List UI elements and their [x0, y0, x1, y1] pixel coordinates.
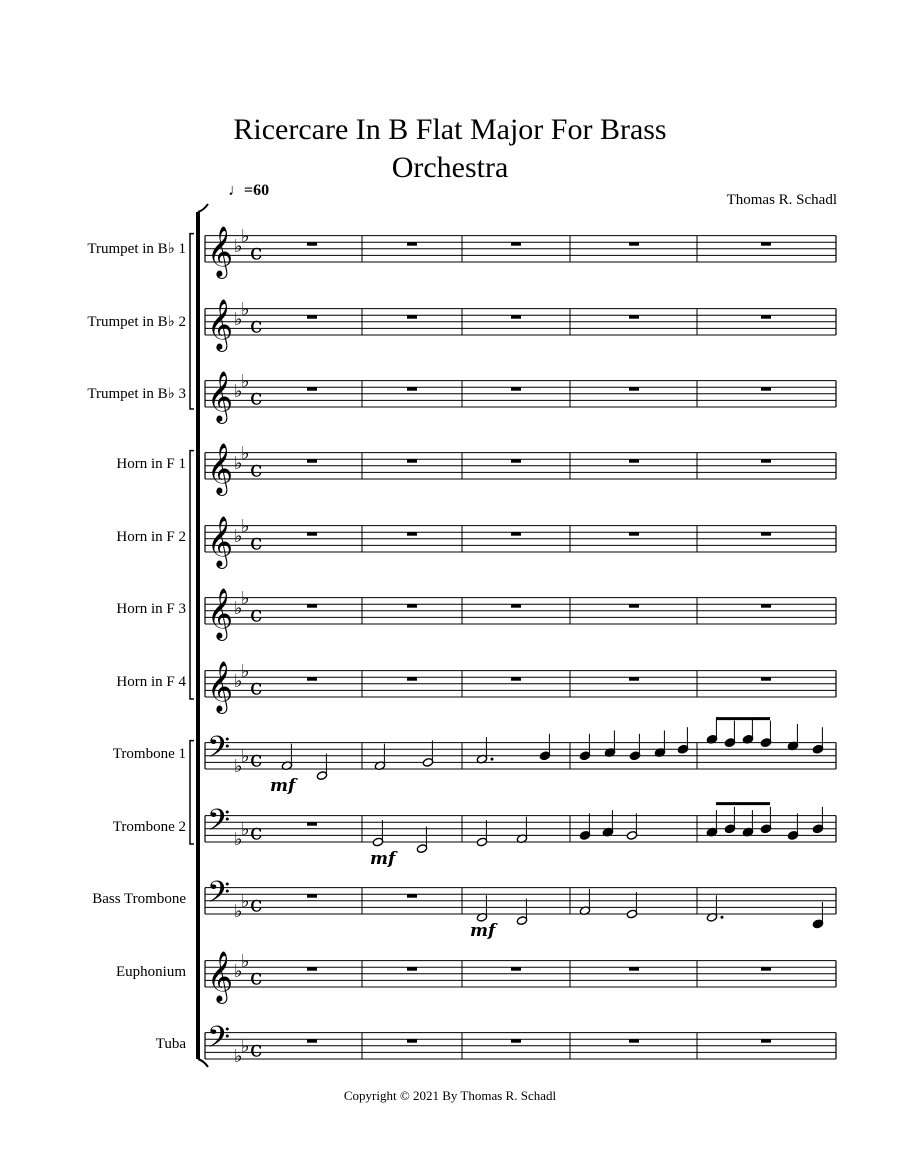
- whole-rest: [629, 1039, 639, 1043]
- staff: [205, 731, 836, 777]
- common-time-icon: c: [250, 313, 263, 339]
- whole-rest: [629, 677, 639, 681]
- augmentation-dot: [721, 916, 724, 919]
- treble-clef-icon: 𝄞: [207, 951, 234, 1002]
- staff: [205, 516, 836, 569]
- treble-clef-icon: 𝄞: [207, 588, 234, 639]
- whole-rest: [511, 242, 521, 246]
- flat-icon: ♭: [234, 597, 243, 619]
- treble-clef-icon: 𝄞: [207, 443, 234, 494]
- note: [760, 807, 771, 834]
- flat-icon: ♭: [234, 525, 243, 547]
- note: [579, 813, 590, 840]
- note: [706, 810, 717, 837]
- note: [516, 899, 527, 926]
- note: [372, 820, 383, 847]
- note: [579, 889, 590, 916]
- staff: [205, 951, 836, 1004]
- dynamic-marking: mf: [270, 776, 296, 796]
- flat-icon: ♭: [234, 670, 243, 692]
- whole-rest: [761, 1039, 771, 1043]
- note: [742, 717, 753, 744]
- whole-rest: [307, 242, 317, 246]
- copyright-footer: Copyright © 2021 By Thomas R. Schadl: [343, 1088, 557, 1103]
- flat-icon: ♭: [241, 225, 250, 247]
- whole-rest: [511, 459, 521, 463]
- half-note-icon: ♩: [228, 182, 244, 199]
- bass-clef-icon: 𝄢: [207, 731, 231, 772]
- common-time-icon: c: [250, 675, 263, 701]
- whole-rest: [307, 677, 317, 681]
- treble-clef-icon: 𝄞: [207, 299, 234, 350]
- score-title-line-1: Ricercare In B Flat Major For Brass: [233, 113, 667, 146]
- system-bracket-top: [198, 204, 208, 212]
- note: [724, 721, 735, 748]
- whole-rest: [407, 315, 417, 319]
- common-time-icon: c: [250, 530, 263, 556]
- note: [706, 717, 717, 744]
- note: [654, 731, 665, 758]
- flat-icon: ♭: [234, 756, 243, 777]
- whole-rest: [407, 242, 417, 246]
- flat-icon: ♭: [241, 370, 250, 392]
- note: [476, 820, 487, 847]
- whole-rest: [761, 532, 771, 536]
- whole-rest: [761, 604, 771, 608]
- instrument-label: Bass Trombone: [92, 890, 186, 907]
- whole-rest: [761, 459, 771, 463]
- treble-clef-icon: 𝄞: [207, 371, 234, 422]
- whole-rest: [307, 1039, 317, 1043]
- note: [629, 734, 640, 761]
- dynamic-marking: mf: [470, 921, 496, 941]
- score-title-line-2: Orchestra: [391, 151, 509, 184]
- note: [316, 754, 327, 781]
- staff: [205, 1021, 836, 1067]
- staff: [205, 299, 836, 352]
- whole-rest: [511, 967, 521, 971]
- whole-rest: [307, 387, 317, 391]
- staff: [205, 371, 836, 424]
- bass-clef-icon: 𝄢: [207, 1021, 231, 1062]
- horn-group-bracket: [190, 451, 194, 699]
- common-time-icon: c: [250, 385, 263, 411]
- flat-icon: ♭: [234, 380, 243, 402]
- note: [626, 813, 637, 840]
- common-time-icon: c: [250, 602, 263, 628]
- note: [760, 721, 771, 748]
- flat-icon: ♭: [241, 1036, 250, 1058]
- whole-rest: [629, 967, 639, 971]
- common-time-icon: c: [250, 457, 263, 483]
- whole-rest: [307, 532, 317, 536]
- staff: [205, 661, 836, 714]
- note: [422, 740, 433, 767]
- note: [812, 807, 823, 834]
- whole-rest: [307, 315, 317, 319]
- whole-rest: [629, 315, 639, 319]
- whole-rest: [761, 242, 771, 246]
- note: [416, 827, 427, 854]
- flat-icon: ♭: [234, 1046, 243, 1067]
- instrument-label: Euphonium: [116, 963, 186, 980]
- flat-icon: ♭: [241, 442, 250, 464]
- instrument-label: Trombone 1: [112, 745, 186, 762]
- flat-icon: ♭: [241, 587, 250, 609]
- whole-rest: [629, 459, 639, 463]
- whole-rest: [307, 604, 317, 608]
- whole-rest: [761, 677, 771, 681]
- flat-icon: ♭: [234, 829, 243, 850]
- instrument-label: Horn in F 2: [116, 528, 186, 545]
- flat-icon: ♭: [241, 515, 250, 537]
- whole-rest: [629, 387, 639, 391]
- common-time-icon: c: [250, 240, 263, 266]
- whole-rest: [629, 604, 639, 608]
- whole-rest: [407, 532, 417, 536]
- instrument-label: Trombone 2: [112, 818, 186, 835]
- note: [812, 902, 823, 929]
- whole-rest: [629, 532, 639, 536]
- instrument-label: Trumpet in B♭ 2: [87, 313, 186, 330]
- whole-rest: [407, 459, 417, 463]
- note: [579, 734, 590, 761]
- trombone-group-bracket: [190, 741, 194, 844]
- whole-rest: [511, 387, 521, 391]
- flat-icon: ♭: [241, 298, 250, 320]
- note: [626, 892, 637, 919]
- whole-rest: [407, 677, 417, 681]
- treble-clef-icon: 𝄞: [207, 226, 234, 277]
- whole-rest: [511, 604, 521, 608]
- note: [516, 817, 527, 844]
- dynamic-marking: mf: [370, 849, 396, 869]
- whole-rest: [407, 1039, 417, 1043]
- composer-name: Thomas R. Schadl: [726, 192, 837, 208]
- note: [602, 810, 613, 837]
- flat-icon: ♭: [234, 452, 243, 474]
- flat-icon: ♭: [241, 891, 250, 913]
- whole-rest: [511, 677, 521, 681]
- staff: [205, 876, 836, 922]
- instrument-label: Tuba: [155, 1035, 186, 1052]
- bass-clef-icon: 𝄢: [207, 876, 231, 917]
- whole-rest: [307, 822, 317, 826]
- note: [281, 744, 292, 771]
- whole-rest: [407, 604, 417, 608]
- flat-icon: ♭: [234, 960, 243, 982]
- whole-rest: [511, 315, 521, 319]
- flat-icon: ♭: [241, 746, 250, 768]
- whole-rest: [761, 315, 771, 319]
- augmentation-dot: [491, 758, 494, 761]
- staff: [205, 226, 836, 279]
- tempo-value: =60: [244, 182, 270, 199]
- whole-rest: [307, 459, 317, 463]
- note: [787, 724, 798, 751]
- instrument-label: Horn in F 4: [116, 673, 186, 690]
- whole-rest: [511, 1039, 521, 1043]
- instrument-label: Trumpet in B♭ 3: [87, 385, 186, 402]
- whole-rest: [761, 967, 771, 971]
- note: [476, 895, 487, 922]
- note: [374, 744, 385, 771]
- staff: [205, 443, 836, 496]
- whole-rest: [407, 894, 417, 898]
- common-time-icon: c: [250, 892, 263, 918]
- staff: [205, 588, 836, 641]
- flat-icon: ♭: [234, 235, 243, 257]
- flat-icon: ♭: [241, 819, 250, 841]
- trumpet-group-bracket: [190, 234, 194, 409]
- instrument-label: Trumpet in B♭ 1: [87, 240, 186, 257]
- note: [539, 734, 550, 761]
- note: [812, 727, 823, 754]
- note: [476, 737, 487, 764]
- common-time-icon: c: [250, 747, 263, 773]
- whole-rest: [407, 967, 417, 971]
- note: [604, 731, 615, 758]
- instrument-label: Horn in F 1: [116, 455, 186, 472]
- whole-rest: [761, 387, 771, 391]
- whole-rest: [307, 967, 317, 971]
- note: [706, 895, 717, 922]
- common-time-icon: c: [250, 965, 263, 991]
- whole-rest: [629, 242, 639, 246]
- flat-icon: ♭: [241, 950, 250, 972]
- flat-icon: ♭: [234, 901, 243, 922]
- note: [787, 813, 798, 840]
- note: [724, 807, 735, 834]
- whole-rest: [511, 532, 521, 536]
- treble-clef-icon: 𝄞: [207, 661, 234, 712]
- flat-icon: ♭: [234, 308, 243, 330]
- instrument-label: Horn in F 3: [116, 600, 186, 617]
- treble-clef-icon: 𝄞: [207, 516, 234, 567]
- bass-clef-icon: 𝄢: [207, 804, 231, 845]
- note: [742, 810, 753, 837]
- whole-rest: [407, 387, 417, 391]
- common-time-icon: c: [250, 1037, 263, 1063]
- common-time-icon: c: [250, 820, 263, 846]
- flat-icon: ♭: [241, 660, 250, 682]
- staff: [205, 804, 836, 850]
- note: [677, 727, 688, 754]
- whole-rest: [307, 894, 317, 898]
